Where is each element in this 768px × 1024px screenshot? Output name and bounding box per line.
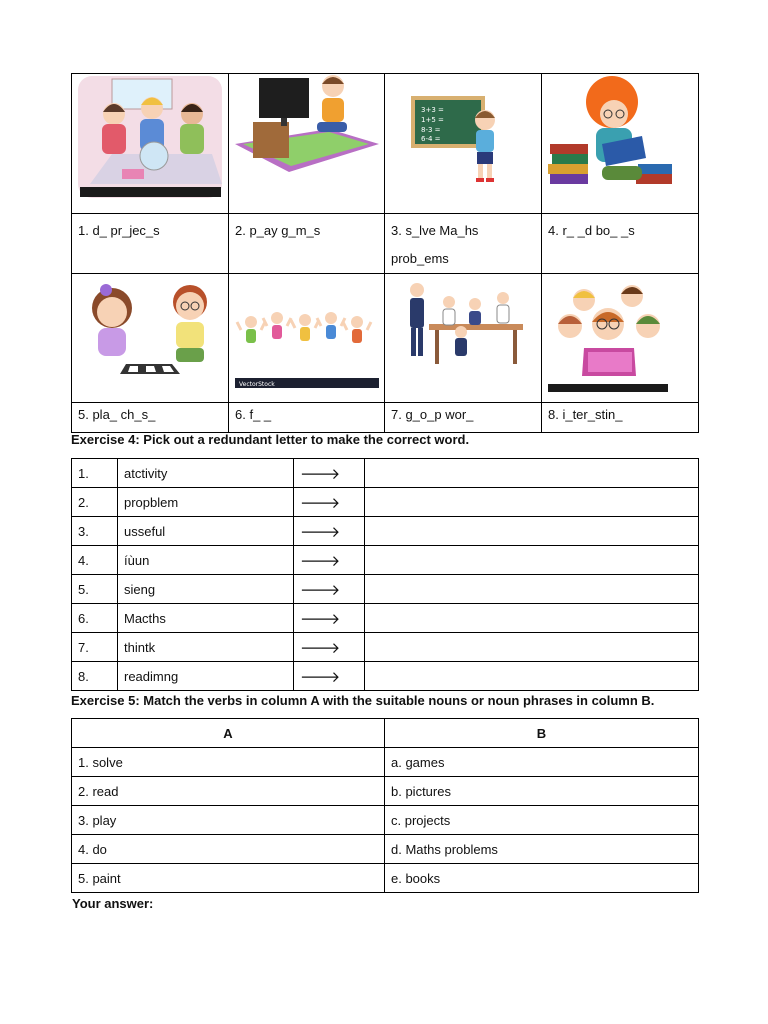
children-jumping-icon bbox=[229, 274, 385, 402]
child-playing-video-games-icon bbox=[229, 74, 385, 213]
answer-cell[interactable] bbox=[365, 517, 699, 546]
noun-cell: d. Maths problems bbox=[385, 835, 699, 864]
caption-4: 4. r_ _d bo_ _s bbox=[542, 214, 699, 274]
scrambled-word: propblem bbox=[118, 488, 294, 517]
scrambled-word: readimng bbox=[118, 662, 294, 691]
verb-cell: 4. do bbox=[72, 835, 385, 864]
column-a-header: A bbox=[72, 719, 385, 748]
picture-play-games bbox=[229, 74, 385, 214]
arrow-icon: 🡒 bbox=[294, 546, 365, 575]
table-row bbox=[72, 777, 699, 806]
scrambled-word: thintk bbox=[118, 633, 294, 662]
exercise4-title: Exercise 4: Pick out a redundant letter to make the correct word. bbox=[71, 432, 470, 447]
table-row bbox=[72, 459, 699, 488]
table-row bbox=[72, 575, 699, 604]
verb-cell: 5. paint bbox=[72, 864, 385, 893]
arrow-icon: 🡒 bbox=[294, 575, 365, 604]
noun-cell: a. games bbox=[385, 748, 699, 777]
table-row bbox=[72, 488, 699, 517]
answer-cell[interactable] bbox=[365, 488, 699, 517]
exercise5-title: Exercise 5: Match the verbs in column A with the suitable nouns or noun phrases in column B. bbox=[71, 693, 655, 708]
verb-cell: 1. solve bbox=[72, 748, 385, 777]
verb-cell: 2. read bbox=[72, 777, 385, 806]
arrow-icon: 🡒 bbox=[294, 517, 365, 546]
noun-cell: e. books bbox=[385, 864, 699, 893]
picture-play-chess bbox=[72, 274, 229, 403]
row-number: 3. bbox=[72, 517, 118, 546]
arrow-icon: 🡒 bbox=[294, 662, 365, 691]
children-playing-chess-icon bbox=[72, 274, 229, 402]
table-row bbox=[72, 546, 699, 575]
row-number: 1. bbox=[72, 459, 118, 488]
exercise5-table bbox=[71, 718, 699, 893]
answer-cell[interactable] bbox=[365, 604, 699, 633]
scrambled-word: sieng bbox=[118, 575, 294, 604]
table-row bbox=[72, 748, 699, 777]
table-row bbox=[72, 604, 699, 633]
picture-read-books bbox=[542, 74, 699, 214]
answer-label: Your answer: bbox=[72, 896, 154, 911]
caption-7: 7. g_o_p wor_ bbox=[385, 403, 542, 433]
group-work-icon bbox=[385, 274, 542, 402]
picture-grid bbox=[71, 73, 699, 433]
answer-cell[interactable] bbox=[365, 459, 699, 488]
svg-text:8-3 =: 8-3 = bbox=[421, 126, 441, 134]
row-number: 7. bbox=[72, 633, 118, 662]
caption-6: 6. f_ _ bbox=[229, 403, 385, 433]
row-number: 6. bbox=[72, 604, 118, 633]
child-at-chalkboard-icon bbox=[385, 74, 542, 213]
table-row bbox=[72, 633, 699, 662]
caption-3: 3. s_lve Ma_hs prob_ems bbox=[385, 214, 542, 274]
picture-interesting bbox=[542, 274, 699, 403]
table-row bbox=[72, 806, 699, 835]
svg-text:6-4 =: 6-4 = bbox=[421, 135, 441, 143]
answer-cell[interactable] bbox=[365, 546, 699, 575]
row-number: 5. bbox=[72, 575, 118, 604]
children-doing-project-icon bbox=[72, 74, 229, 213]
answer-cell[interactable] bbox=[365, 575, 699, 604]
scrambled-word: íùun bbox=[118, 546, 294, 575]
column-b-header: B bbox=[385, 719, 699, 748]
caption-1: 1. d_ pr_jec_s bbox=[72, 214, 229, 274]
scrambled-word: atctivity bbox=[118, 459, 294, 488]
svg-text:1+5 =: 1+5 = bbox=[421, 116, 444, 124]
row-number: 2. bbox=[72, 488, 118, 517]
table-row bbox=[72, 835, 699, 864]
children-reading-together-icon bbox=[542, 274, 699, 402]
exercise4-table bbox=[71, 458, 699, 691]
answer-cell[interactable] bbox=[365, 662, 699, 691]
row-number: 4. bbox=[72, 546, 118, 575]
picture-group-work bbox=[385, 274, 542, 403]
caption-8: 8. i_ter_stin_ bbox=[542, 403, 699, 433]
noun-cell: b. pictures bbox=[385, 777, 699, 806]
arrow-icon: 🡒 bbox=[294, 488, 365, 517]
noun-cell: c. projects bbox=[385, 806, 699, 835]
row-number: 8. bbox=[72, 662, 118, 691]
verb-cell: 3. play bbox=[72, 806, 385, 835]
table-row bbox=[72, 517, 699, 546]
table-row bbox=[72, 864, 699, 893]
arrow-icon: 🡒 bbox=[294, 633, 365, 662]
table-row bbox=[72, 662, 699, 691]
picture-fun bbox=[229, 274, 385, 403]
arrow-icon: 🡒 bbox=[294, 604, 365, 633]
svg-text:3+3 =: 3+3 = bbox=[421, 106, 444, 114]
picture-do-projects bbox=[72, 74, 229, 214]
table-header-row bbox=[72, 719, 699, 748]
caption-5: 5. pla_ ch_s_ bbox=[72, 403, 229, 433]
arrow-icon: 🡒 bbox=[294, 459, 365, 488]
scrambled-word: usseful bbox=[118, 517, 294, 546]
child-reading-books-icon bbox=[542, 74, 699, 213]
caption-2: 2. p_ay g_m_s bbox=[229, 214, 385, 274]
svg-text:VectorStock: VectorStock bbox=[239, 381, 275, 388]
picture-solve-maths bbox=[385, 74, 542, 214]
answer-cell[interactable] bbox=[365, 633, 699, 662]
scrambled-word: Macths bbox=[118, 604, 294, 633]
